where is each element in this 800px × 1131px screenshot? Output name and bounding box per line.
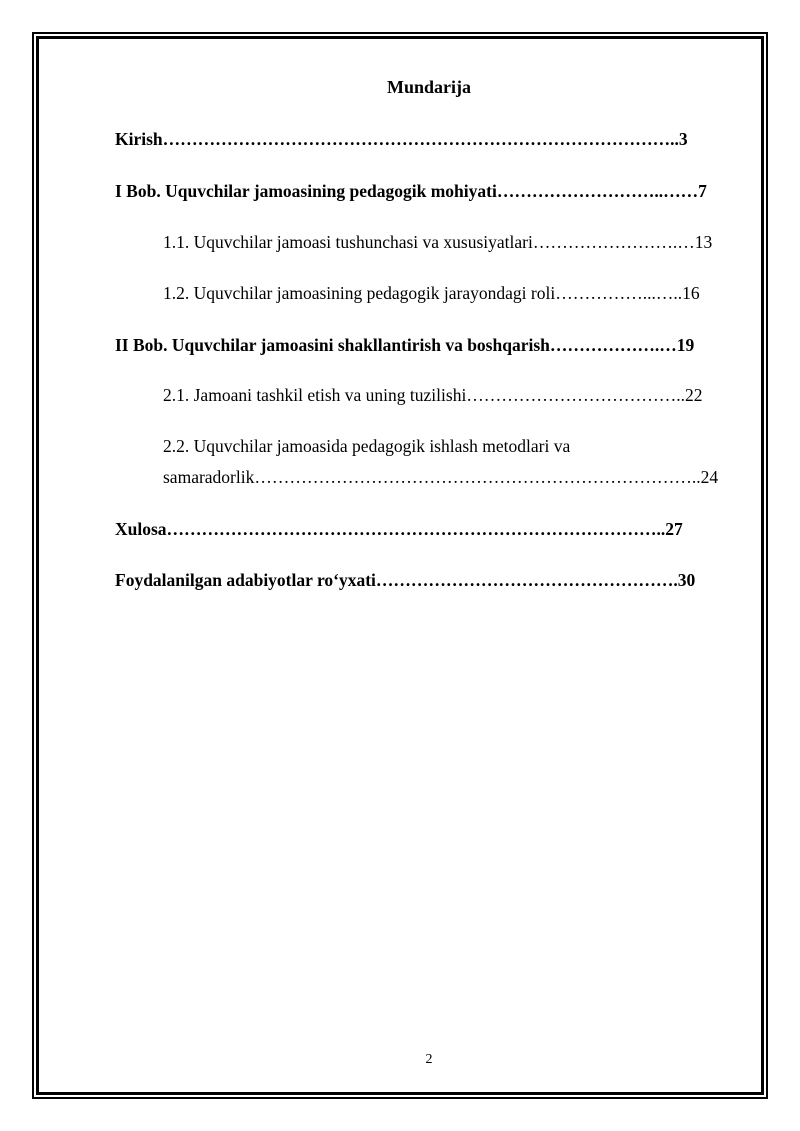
toc-entry-section-1-2: 1.2. Uquvchilar jamoasining pedagogik jarayondagi roli……………...…..16 <box>163 283 700 303</box>
toc-title: Mundarija <box>386 77 471 97</box>
toc-entry-chapter-2: II Bob. Uquvchilar jamoasini shakllantirish va boshqarish……………….…19 <box>115 335 695 355</box>
toc-entry-xulosa: Xulosa…………………………………………………………………………..27 <box>115 519 683 539</box>
toc-entry-section-1-1: 1.1. Uquvchilar jamoasi tushunchasi va xususiyatlari…………………….…13 <box>163 232 713 252</box>
toc-entry-section-2-2-line1: 2.2. Uquvchilar jamoasida pedagogik ishlash metodlari va <box>163 436 571 456</box>
toc-entry-references: Foydalanilgan adabiyotlar ro‘yxati…………………………………………….30 <box>115 570 696 590</box>
page-number: 2 <box>425 1052 433 1067</box>
toc-entry-kirish: Kirish……………………………………………………………………………..3 <box>115 129 688 149</box>
toc-entry-section-2-2-line2: samaradorlik…………………………………………………………………..24 <box>163 467 719 487</box>
toc-entry-chapter-1: I Bob. Uquvchilar jamoasining pedagogik mohiyati………………………..……7 <box>115 181 707 201</box>
toc-entry-section-2-1: 2.1. Jamoani tashkil etish va uning tuzilishi………………………………..22 <box>163 385 703 405</box>
